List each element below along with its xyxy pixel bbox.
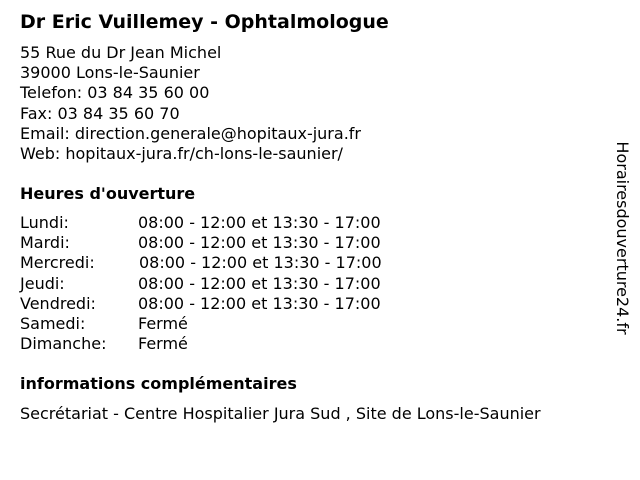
time-value: Fermé <box>138 313 188 333</box>
time-value: 08:00 - 12:00 et 13:30 - 17:00 <box>138 293 381 313</box>
day-label: Mardi: <box>20 233 70 253</box>
hours-heading: Heures d'ouverture <box>20 184 196 203</box>
address-city: 39000 Lons-le-Saunier <box>20 63 200 83</box>
time-value: 08:00 - 12:00 et 13:30 - 17:00 <box>138 233 381 253</box>
site-watermark: Horairesdouverture24.fr <box>613 141 632 335</box>
day-label: Mercredi: <box>20 253 95 273</box>
time-value: Fermé <box>138 334 188 354</box>
extra-info-text: Secrétariat - Centre Hospitalier Jura Sud , Site de Lons-le-Saunier <box>20 404 541 423</box>
time-value: 08:00 - 12:00 et 13:30 - 17:00 <box>139 253 382 273</box>
fax-number: Fax: 03 84 35 60 70 <box>20 103 180 123</box>
email-address: Email: direction.generale@hopitaux-jura.fr <box>20 123 361 143</box>
address-street: 55 Rue du Dr Jean Michel <box>20 43 222 62</box>
day-label: Dimanche: <box>20 334 107 354</box>
time-value: 08:00 - 12:00 et 13:30 - 17:00 <box>138 273 381 293</box>
day-label: Samedi: <box>20 313 86 333</box>
phone-number: Telefon: 03 84 35 60 00 <box>20 83 210 103</box>
page-title: Dr Eric Vuillemey - Ophtalmologue <box>20 11 389 33</box>
website-link: Web: hopitaux-jura.fr/ch-lons-le-saunier/ <box>20 144 343 164</box>
contact-block <box>20 43 361 164</box>
day-label: Jeudi: <box>20 273 65 293</box>
day-label: Lundi: <box>20 213 69 232</box>
time-value: 08:00 - 12:00 et 13:30 - 17:00 <box>138 213 381 232</box>
extra-info-heading: informations complémentaires <box>20 374 297 393</box>
day-label: Vendredi: <box>20 293 96 313</box>
